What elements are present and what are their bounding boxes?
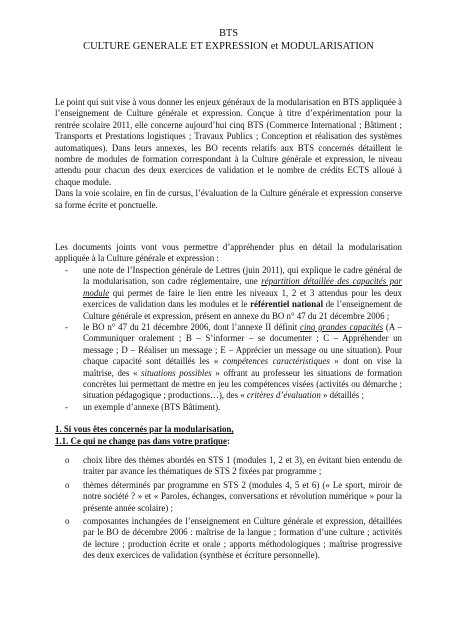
subsection-heading: 1.1. Ce qui ne change pas dans votre pratique [55, 435, 227, 446]
text-run: » dont on vise la maîtrise, des « [83, 356, 402, 378]
emphasis-text: compétences caractéristiques [222, 356, 330, 367]
bold-text: référentiel national [250, 299, 324, 310]
title-line-2: CULTURE GENERALE ET EXPRESSION et MODULARISATION [83, 41, 374, 52]
text-run: une note de l’Inspection générale de Lettres (juin 2011), qui explique le cadre général de la modularisation, son cadre réglementaire, une [83, 264, 402, 287]
emphasis-text: cinq grandes capacités [300, 321, 384, 332]
text-run: de l’enseignement de Culture générale et expression, présent en annexe du BO n° 47 du 21 décembre 2006 ; [83, 299, 402, 321]
emphasis-text: situations possibles [141, 367, 212, 378]
emphasis-text: répartition détaillée des capacités par module [83, 276, 402, 298]
intro-paragraph-2: Dans la voie scolaire, en fin de cursus, l’évaluation de la Culture générale et expression conserve sa forme écrite et ponctuelle. [55, 188, 402, 210]
text-run: le BO n° 47 du 21 décembre 2006, dont l’annexe II définit [83, 321, 301, 332]
text-run: (A – Communiquer oralement ; B – S’informer – se documenter ; C – Appréhender un message ; D – Réaliser un message ; E – Apprécier un message ou une situation). Pour chaque capacité sont détaillés les « [83, 321, 402, 367]
section-1-heading [55, 424, 402, 447]
emphasis-text: critères d’évaluation [246, 390, 321, 401]
list-item-note-igen [65, 265, 402, 322]
documents-section [55, 242, 402, 413]
text-run: » offrant au professeur les situations de formation concrètes lui permettant de mettre en jeu les compétences visées (activités ou démarche ; situation pédagogique ; productions…), des « [83, 367, 402, 401]
text-run: qui permet de faire le lien entre les niveaux 1, 2 et 3 attendus pour les deux exercices de validation dans les modules et le [83, 287, 402, 310]
subsection-colon: : [226, 435, 230, 446]
title-line-1: BTS [218, 28, 239, 39]
section-heading: 1. Si vous êtes concernés par la modularisation, [55, 424, 234, 435]
text-run: » détaillés ; [320, 390, 364, 401]
documents-lead: Les documents joints vont vous permettre d’appréhender plus en détail la modularisation appliquée à la Culture générale et expression : [55, 242, 402, 264]
documents-list [55, 265, 402, 413]
list-item: o choix libre des thèmes abordés en STS 1 (modules 1, 2 et 3), en évitant bien entendu de traiter par avance les thématiques de STS 2 fixées par programme ; [65, 455, 402, 478]
list-item: o composantes inchangées de l’enseignement en Culture générale et expression, détaillées par le BO de décembre 2006 : maîtrise de la langue ; formation d’une culture ; activités de lecture ; production écrite et orale ; apports méthodologiques ; maîtrise progressive des deux exercices de validation (synthèse et écriture personnelle). [65, 516, 402, 562]
list-item-bo-47 [65, 322, 402, 402]
document-title [55, 27, 402, 53]
list-item-annexe-example: - un exemple d’annexe (BTS Bâtiment). [65, 402, 402, 413]
intro-paragraph: Le point qui suit vise à vous donner les enjeux généraux de la modularisation en BTS appliquée à l’enseignement de Culture générale et expression. Conçue à titre d’expérimentation pour la rentrée scolaire 2011, elle concerne aujourd’hui cinq BTS (Commerce International ; Bâtiment ; Transports et Prestations logistiques ; Travaux Publics ; Conception et réalisation des systèmes automatiques). Dans leurs annexes, les BO recents relatifs aux BTS concernés détaillent le nombre de modules de formation correspondant à la Culture générale et expression, le niveau attendu pour chacun des deux exercices de validation et le nombre de crédits ECTS alloué à chaque module. [55, 97, 402, 187]
intro-section [55, 97, 402, 211]
list-item: o thèmes déterminés par programme en STS 2 (modules 4, 5 et 6) (« Le sport, miroir de notre société ? » et « Paroles, échanges, conversations et révolution numérique » pour la présente année scolaire) ; [65, 480, 402, 514]
unchanged-practice-list [55, 455, 402, 562]
